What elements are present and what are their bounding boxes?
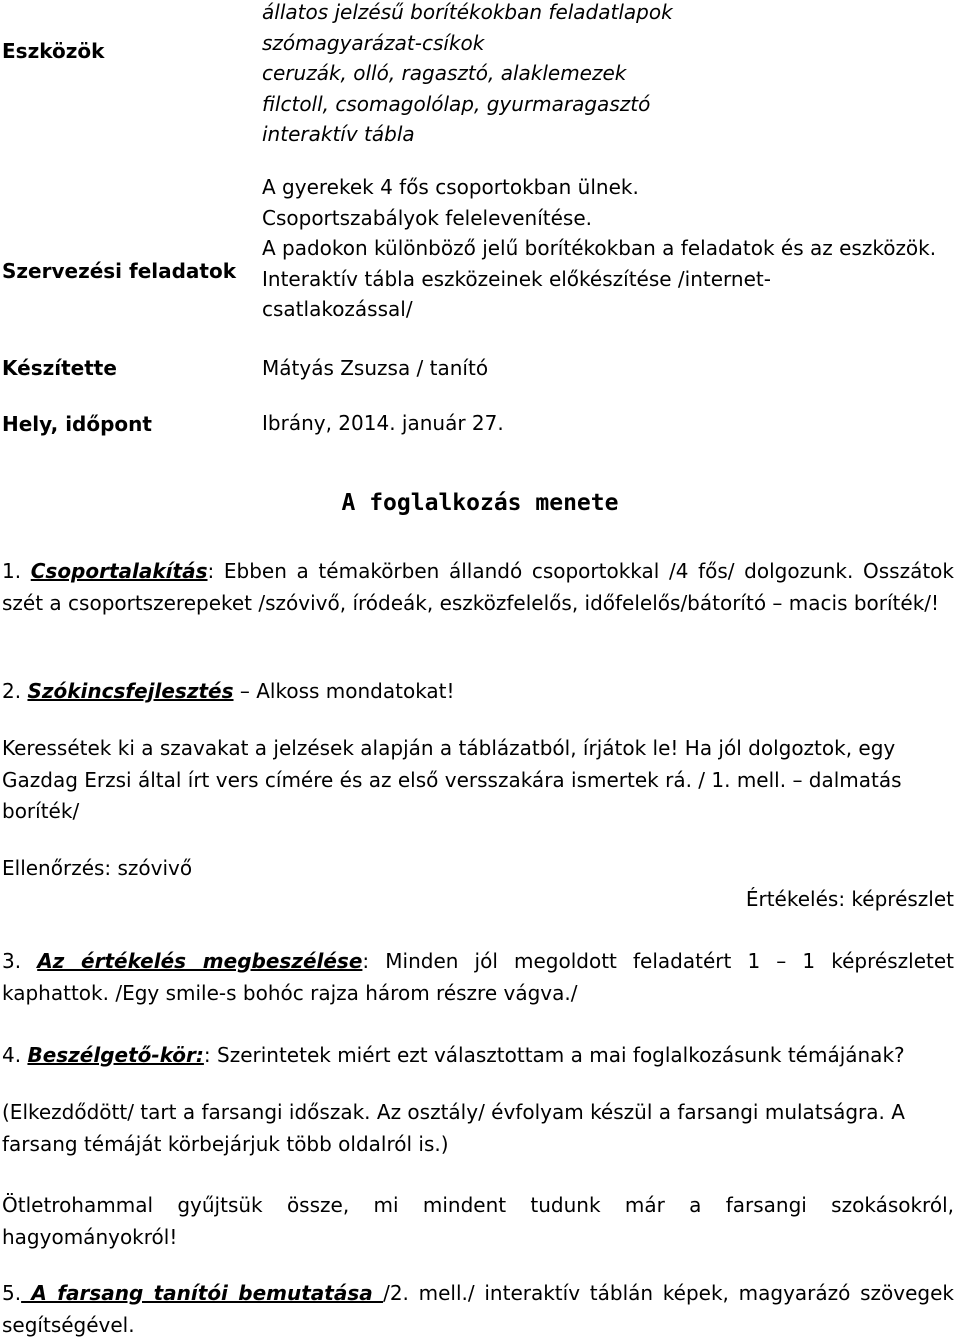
eszkozok-line: szómagyarázat-csíkok: [262, 30, 485, 55]
section-1: [2, 556, 954, 619]
section-1-number: 1.: [2, 559, 31, 583]
section-3-number: 3.: [2, 949, 38, 973]
info-label-eszkozok: Eszközök: [2, 39, 105, 63]
section-5: [2, 1278, 954, 1341]
info-value-keszitette: Mátyás Zsuzsa / tanító: [262, 356, 489, 380]
info-value-hely: Ibrány, 2014. január 27.: [262, 411, 504, 435]
szervezes-line: A padokon különböző jelű borítékokban a feladatok és az eszközök.: [262, 236, 937, 260]
brainstorm-text: Ötletrohammal gyűjtsük össze, mi mindent tudunk már a farsangi szokásokról, hagyományokról!: [2, 1193, 954, 1249]
section-3-text: : Minden jól megoldott feladatért 1 – 1 képrészletet kaphattok. /Egy smile-s bohóc rajza három részre vágva./: [2, 949, 954, 1005]
info-label-szervezes: Szervezési feladatok: [2, 259, 237, 283]
szervezes-line: Interaktív tábla eszközeinek előkészítése /internet-: [262, 266, 771, 291]
section-5-title: A farsang tanítói bemutatása: [21, 1281, 384, 1305]
section-2-body: Keressétek ki a szavakat a jelzések alapján a táblázatból, írjátok le! Ha jól dolgoztok, egy Gazdag Erzsi által írt vers címére és az első versszakára ismertek rá. / 1. mell. – dalmatás boríték/: [2, 736, 902, 823]
eszkozok-line: állatos jelzésű borítékokban feladatlapok: [262, 0, 673, 24]
section-2-number: 2.: [2, 679, 28, 703]
section-4: [2, 1040, 954, 1072]
info-label-hely: Hely, időpont: [2, 412, 152, 436]
ertekeles-text: Értékelés: képrészlet: [745, 887, 954, 911]
section-3-title: Az értékelés megbeszélése: [37, 949, 363, 973]
szervezes-line: Csoportszabályok felelevenítése.: [262, 205, 592, 230]
section-heading: A foglalkozás menete: [341, 490, 619, 516]
eszkozok-line: filctoll, csomagolólap, gyurmaragasztó: [262, 91, 651, 116]
info-label-keszitette: Készítette: [2, 356, 117, 380]
section-2-title: Szókincsfejlesztés: [27, 679, 234, 703]
section-1-text: : Ebben a témakörben állandó csoportokkal /4 fős/ dolgozunk. Osszátok szét a csoportszerepeket /szóvivő, íródeák, eszközfelelős, időfelelős/bátorító – macis boríték/!: [2, 559, 954, 615]
ellenorzes-text: Ellenőrzés: szóvivő: [2, 856, 193, 880]
section-4-text: : Szerintetek miért ezt választottam a mai foglalkozásunk témájának?: [203, 1043, 905, 1067]
info-value-eszkozok: [262, 0, 673, 150]
section-4-body: (Elkezdődött/ tart a farsangi időszak. Az osztály/ évfolyam készül a farsangi mulatságra. A farsang témáját körbejárjuk több oldalról is.): [2, 1100, 905, 1156]
section-4-number: 4.: [2, 1043, 28, 1067]
section-5-number: 5.: [2, 1281, 22, 1305]
section-4-title: Beszélgető-kör:: [27, 1043, 204, 1067]
szervezes-line: A gyerekek 4 fős csoportokban ülnek.: [262, 175, 639, 199]
eszkozok-line: ceruzák, olló, ragasztó, alaklemezek: [262, 61, 627, 85]
szervezes-line: csatlakozással/: [262, 297, 413, 321]
section-1-title: Csoportalakítás: [30, 559, 208, 583]
eszkozok-line: interaktív tábla: [262, 122, 415, 146]
section-2: [2, 676, 954, 708]
section-3: [2, 946, 954, 1009]
section-2-text: – Alkoss mondatokat!: [233, 679, 455, 703]
section-5-text: /2. mell./ interaktív táblán képek, magyarázó szövegek segítségével.: [2, 1281, 954, 1337]
info-value-szervezes: [262, 172, 936, 325]
